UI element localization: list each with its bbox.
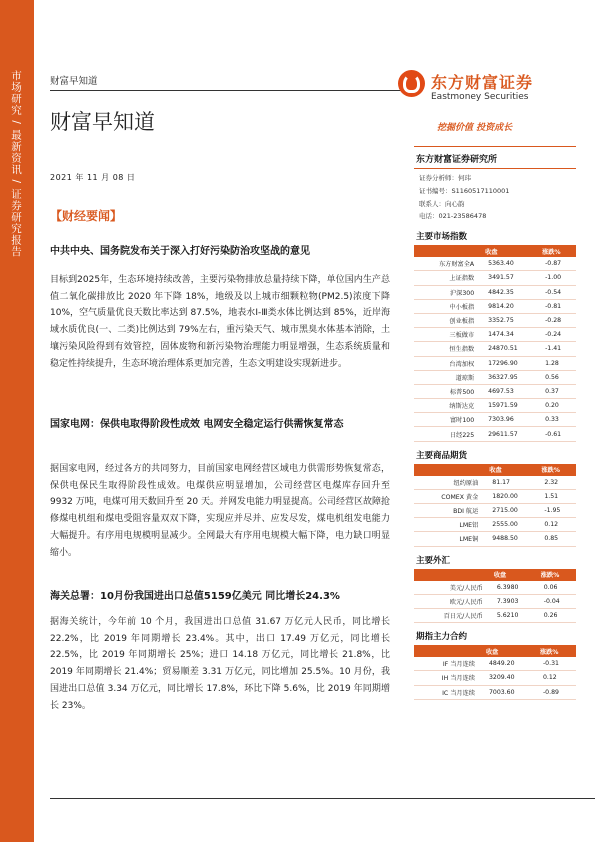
change-percent: -0.61 <box>539 427 576 441</box>
header-divider <box>50 90 410 91</box>
report-series-label: 财富早知道 <box>50 76 98 87</box>
table-header-row <box>414 645 576 657</box>
column-header: 收盘 <box>483 645 537 657</box>
market-indices-title: 主要市场指数 <box>416 232 468 243</box>
close-value: 4849.20 <box>483 657 537 671</box>
brand-name-en: Eastmoney Securities <box>431 92 529 102</box>
table-row <box>414 657 576 671</box>
close-value: 5.6210 <box>491 608 538 622</box>
table-row <box>414 685 576 699</box>
instrument-name: 欧元/人民币 <box>414 594 491 608</box>
analyst-line: 联系人：向心韵 <box>419 199 465 208</box>
change-percent: -0.24 <box>539 328 576 342</box>
close-value: 1474.34 <box>482 328 539 342</box>
table-row <box>414 257 576 271</box>
change-percent: 0.06 <box>538 581 576 595</box>
fx-table <box>414 569 576 624</box>
close-value: 4842.35 <box>482 285 539 299</box>
analyst-info <box>414 169 576 223</box>
close-value: 1820.00 <box>486 489 538 503</box>
close-value: 3491.57 <box>482 271 539 285</box>
article-body: 目标到2025年，生态环境持续改善，主要污染物排放总量持续下降，单位国内生产总值二氧化碳排放比 2020 年下降 18%，地级及以上城市细颗粒物(PM2.5)浓度下降 10%，空气质量优良天数比率达到 87.5%，地表水Ⅰ-Ⅲ类水体比例达到 85%，近岸海域水质优良(一、二类)比例达到 79%左右，重污染天气、城市黑臭水体基本消除，土壤污染风险得到有效管控，固体废物和新污染物治理能力明显增强，生态系统质量和稳定性持续提升，生态环境治理体系更加完善，生态文明建设实现新进步。 <box>50 275 390 369</box>
instrument-name: IH 当月连续 <box>414 671 483 685</box>
analyst-line: 电话：021-23586478 <box>419 212 487 221</box>
section-tag: 【财经要闻】 <box>50 209 123 223</box>
column-header: 收盘 <box>486 464 538 476</box>
instrument-name: 富时100 <box>414 413 482 427</box>
close-value: 7303.96 <box>482 413 539 427</box>
table-row <box>414 504 576 518</box>
instrument-name: IC 当月连续 <box>414 685 483 699</box>
change-percent: -0.04 <box>538 594 576 608</box>
column-header <box>414 464 486 476</box>
close-value: 2715.00 <box>486 504 538 518</box>
column-header: 涨跌% <box>538 569 576 581</box>
instrument-name: 台湾加权 <box>414 356 482 370</box>
instrument-name: IF 当月连续 <box>414 657 483 671</box>
instrument-name: 三板做市 <box>414 328 482 342</box>
change-percent: -0.54 <box>539 285 576 299</box>
column-header <box>414 245 482 257</box>
brand-logo-icon <box>398 70 425 97</box>
change-percent: 0.37 <box>539 384 576 398</box>
change-percent: -1.00 <box>539 271 576 285</box>
side-banner-text: 市场研究 / 最新资讯 / 证券研究报告 <box>10 70 22 258</box>
table-row <box>414 518 576 532</box>
close-value: 5363.40 <box>482 257 539 271</box>
close-value: 36327.95 <box>482 370 539 384</box>
instrument-name: 道琼斯 <box>414 370 482 384</box>
table-row <box>414 370 576 384</box>
table-row <box>414 476 576 490</box>
article-headline: 国家电网：保供电取得阶段性成效 电网安全稳定运行供需恢复常态 <box>50 419 344 430</box>
change-percent: 0.12 <box>538 518 576 532</box>
change-percent: 1.28 <box>539 356 576 370</box>
table-row <box>414 594 576 608</box>
fx-title: 主要外汇 <box>416 555 451 566</box>
table-row <box>414 384 576 398</box>
close-value: 15971.59 <box>482 399 539 413</box>
change-percent: 0.12 <box>537 671 576 685</box>
close-value: 6.3980 <box>491 581 538 595</box>
close-value: 2555.00 <box>486 518 538 532</box>
instrument-name: 中小板指 <box>414 299 482 313</box>
instrument-name: 美元/人民币 <box>414 581 491 595</box>
brand-slogan: 挖掘价值 投资成长 <box>437 123 513 133</box>
change-percent: 0.56 <box>539 370 576 384</box>
article-headline: 海关总署：10月份我国进出口总值5159亿美元 同比增长24.3% <box>50 591 340 602</box>
institute-name: 东方财富证券研究所 <box>416 155 498 165</box>
instrument-name: BDI 航运 <box>414 504 486 518</box>
change-percent: -1.95 <box>538 504 576 518</box>
commodities-table <box>414 464 576 547</box>
change-percent: 0.26 <box>538 608 576 622</box>
market-indices-table <box>414 245 576 441</box>
change-percent: -0.87 <box>539 257 576 271</box>
table-header-row <box>414 569 576 581</box>
table-header-row <box>414 245 576 257</box>
close-value: 3209.40 <box>483 671 537 685</box>
close-value: 81.17 <box>486 476 538 490</box>
instrument-name: 纽约原油 <box>414 476 486 490</box>
instrument-name: 标普500 <box>414 384 482 398</box>
table-row <box>414 271 576 285</box>
instrument-name: 东方财富全A <box>414 257 482 271</box>
column-header: 收盘 <box>491 569 538 581</box>
brand-name-cn: 东方财富证券 <box>431 73 534 92</box>
table-row <box>414 608 576 622</box>
analyst-line: 证书编号：S1160517110001 <box>419 186 510 195</box>
instrument-name: COMEX 黄金 <box>414 489 486 503</box>
table-row <box>414 328 576 342</box>
instrument-name: 恒生指数 <box>414 342 482 356</box>
report-date: 2021 年 11 月 08 日 <box>50 173 136 182</box>
close-value: 29611.57 <box>482 427 539 441</box>
change-percent: 0.20 <box>539 399 576 413</box>
side-banner <box>0 0 34 842</box>
page-title: 财富早知道 <box>50 110 155 134</box>
analyst-line: 证券分析师：何玮 <box>419 174 471 182</box>
change-percent: 0.33 <box>539 413 576 427</box>
table-header-row <box>414 464 576 476</box>
column-header: 收盘 <box>482 245 539 257</box>
instrument-name: 百日元/人民币 <box>414 608 491 622</box>
instrument-name: LME铜 <box>414 532 486 546</box>
change-percent: -1.41 <box>539 342 576 356</box>
change-percent: 2.32 <box>538 476 576 490</box>
table-row <box>414 313 576 327</box>
close-value: 9488.50 <box>486 532 538 546</box>
table-row <box>414 489 576 503</box>
table-row <box>414 671 576 685</box>
table-row <box>414 299 576 313</box>
futures-title: 期指主力合约 <box>416 632 468 643</box>
column-header <box>414 569 491 581</box>
change-percent: -0.89 <box>537 685 576 699</box>
column-header <box>414 645 483 657</box>
close-value: 24870.51 <box>482 342 539 356</box>
table-row <box>414 427 576 441</box>
change-percent: -0.28 <box>539 313 576 327</box>
table-row <box>414 581 576 595</box>
column-header: 涨跌% <box>537 645 576 657</box>
column-header: 涨跌% <box>539 245 576 257</box>
table-row <box>414 532 576 546</box>
table-row <box>414 356 576 370</box>
footer-divider <box>50 798 595 799</box>
article-body: 据国家电网，经过各方的共同努力，目前国家电网经营区域电力供需形势恢复常态，保供电保民生取得阶段性成效。电煤供应明显增加，公司经营区电煤库存回升至 9932 万吨，电煤可用天数回升至 20 天。并网发电能力明显提高。公司经营区故障抢修煤电机组和煤电受阻容量双双下降，实现应并尽并、应发尽发，煤电机组发电能力大幅提升。有序用电规模明显减少。全网最大有序用电规模大幅下降，电力缺口明显缩小。 <box>50 464 390 558</box>
close-value: 9814.20 <box>482 299 539 313</box>
table-row <box>414 285 576 299</box>
instrument-name: 日经225 <box>414 427 482 441</box>
instrument-name: LME铝 <box>414 518 486 532</box>
market-sidebar <box>414 146 576 700</box>
table-row <box>414 413 576 427</box>
commodities-title: 主要商品期货 <box>416 450 468 461</box>
close-value: 4697.53 <box>482 384 539 398</box>
close-value: 7.3903 <box>491 594 538 608</box>
table-row <box>414 399 576 413</box>
change-percent: -0.31 <box>537 657 576 671</box>
close-value: 17296.90 <box>482 356 539 370</box>
article-body: 据海关统计，今年前 10 个月，我国进出口总值 31.67 万亿元人民币，同比增长 22.2%，比 2019 年同期增长 23.4%。其中，出口 17.49 万亿元，同比增长 22.5%，比 2019 年同期增长 25%；进口 14.18 万亿元，同比增长 21.8%，比 2019 年同期增长 21.4%；贸易顺差 3.31 万亿元，同比增加 25.5%。10 月份，我国进出口总值 3.34 万亿元，同比增长 17.8%，环比下降 5.6%，比 2019 年同期增长 23%。 <box>50 617 390 711</box>
change-percent: 1.51 <box>538 489 576 503</box>
change-percent: 0.85 <box>538 532 576 546</box>
close-value: 3352.75 <box>482 313 539 327</box>
table-row <box>414 342 576 356</box>
change-percent: -0.81 <box>539 299 576 313</box>
article-headline: 中共中央、国务院发布关于深入打好污染防治攻坚战的意见 <box>50 246 310 257</box>
instrument-name: 纳斯达克 <box>414 399 482 413</box>
instrument-name: 上证指数 <box>414 271 482 285</box>
column-header: 涨跌% <box>538 464 576 476</box>
instrument-name: 创业板指 <box>414 313 482 327</box>
close-value: 7003.60 <box>483 685 537 699</box>
futures-table <box>414 645 576 700</box>
instrument-name: 沪深300 <box>414 285 482 299</box>
